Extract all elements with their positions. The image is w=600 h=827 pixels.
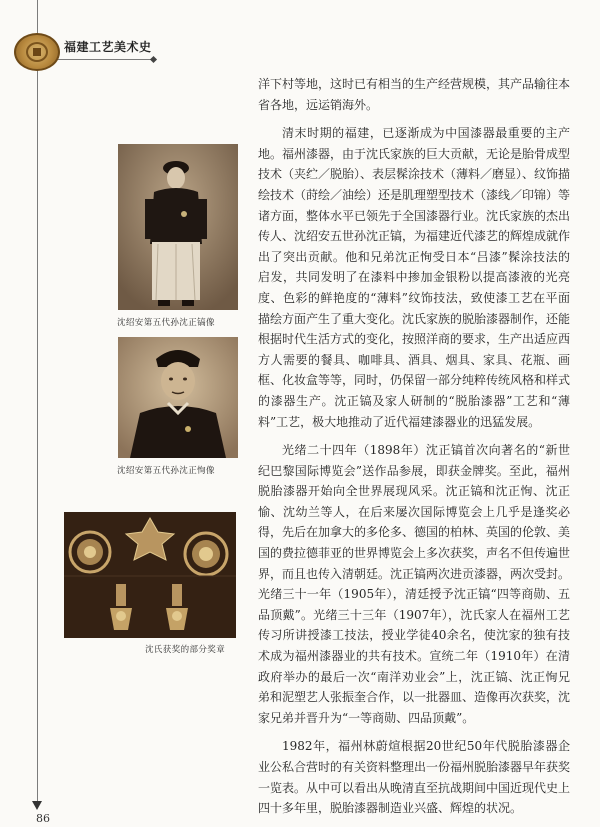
bronze-seal-icon <box>14 33 60 71</box>
paragraph: 洋下村等地，这时已有相当的生产经营规模，其产品输往本省各地，远运销海外。 <box>258 77 571 112</box>
photo-caption: 沈绍安第五代孙沈正镐像 <box>117 318 215 328</box>
margin-vertical-rule <box>37 0 38 808</box>
page-marker-arrow-icon <box>32 801 42 810</box>
paragraph: 清末时期的福建，已逐渐成为中国漆器最重要的主产地。福州漆器，由于沈氏家族的巨大贡献，无论是胎骨成型技术（夹纻／脱胎）、表层髹涂技术（薄料／磨显）、纹饰描绘技术（莳绘／油绘）还是肌理塑型技术（漆线／印锦）等诸方面，整体水平已领先于全国漆器行业。沈氏家族的杰出传人、沈绍安五世孙沈正镐，为福建近代漆艺的辉煌成就作出了突出贡献。他和兄弟沈正恂受日本“吕漆”髹涂技法的启发，共同发明了在漆料中掺加金银粉以提高漆液的光亮度、色彩的鲜艳度的“薄料”纹饰技法，致使漆工艺在平面描绘方面产生了重大变化。沈氏家族的脱胎漆器制作，还能根据时代生活方式的变化，按照洋商的要求，生产出适应西方人需要的餐具、咖啡具、酒具、烟具、家具、花瓶、画框、化妆盒等等，同时，仍保留一部分纯粹传统风格和样式的漆器生产。沈正镐及家人研制的“脱胎漆器”工艺和“薄料”工艺，极大地推动了近代福建漆器业的迅猛发展。 <box>258 126 571 429</box>
portrait-photo-shen-zhenggao <box>118 144 238 310</box>
portrait-photo-shen-zhengxun <box>118 337 238 458</box>
section-title: 福建工艺美术史 <box>64 40 152 54</box>
photo-caption: 沈绍安第五代孙沈正恂像 <box>117 466 215 476</box>
article-body <box>258 74 570 827</box>
photo-caption: 沈氏获奖的部分奖章 <box>145 645 226 655</box>
header-rule-diamond <box>150 56 157 63</box>
paragraph: 1982年，福州林蔚煊根据20世纪50年代脱胎漆器企业公私合营时的有关资料整理出一份福州脱胎漆器早年获奖一览表。从中可以看出从晚清直至抗战期间中国近现代史上四十多年里，脱胎漆器制造业兴盛、辉煌的状况。 <box>258 739 571 816</box>
paragraph: 光绪二十四年（1898年）沈正镐首次向著名的“新世纪巴黎国际博览会”送作品参展，即获金牌奖。至此，福州脱胎漆器开始向全世界展现风采。沈正镐和沈正恂、沈正愉、沈幼兰等人，在后来屡次国际博览会上几乎是逢奖必得，先后在加拿大的多伦多、德国的柏林、英国的伦敦、美国的费拉德菲亚的世界博览会上多次获奖，声名不但传遍世界，而且也传入清朝廷。沈正镐两次进贡漆器，两次受封。光绪三十一年（1905年），清廷授予沈正镐“四等商勋、五品顶戴”。光绪三十三年（1907年），沈氏家人在福州工艺传习所讲授漆工技法，授业学徒40余名，使沈家的独有技术成为福州漆器业的共有技术。宣统二年（1910年）在清政府举办的最后一次“南洋劝业会”上，沈正镐、沈正恂兄弟和泥塑艺人张振奎合作，以一批器皿、造像再次获奖，沈家兄弟并晋升为“一等商勋、四品顶戴”。 <box>258 443 571 725</box>
page-number: 86 <box>36 812 50 825</box>
medals-photo <box>64 512 236 638</box>
